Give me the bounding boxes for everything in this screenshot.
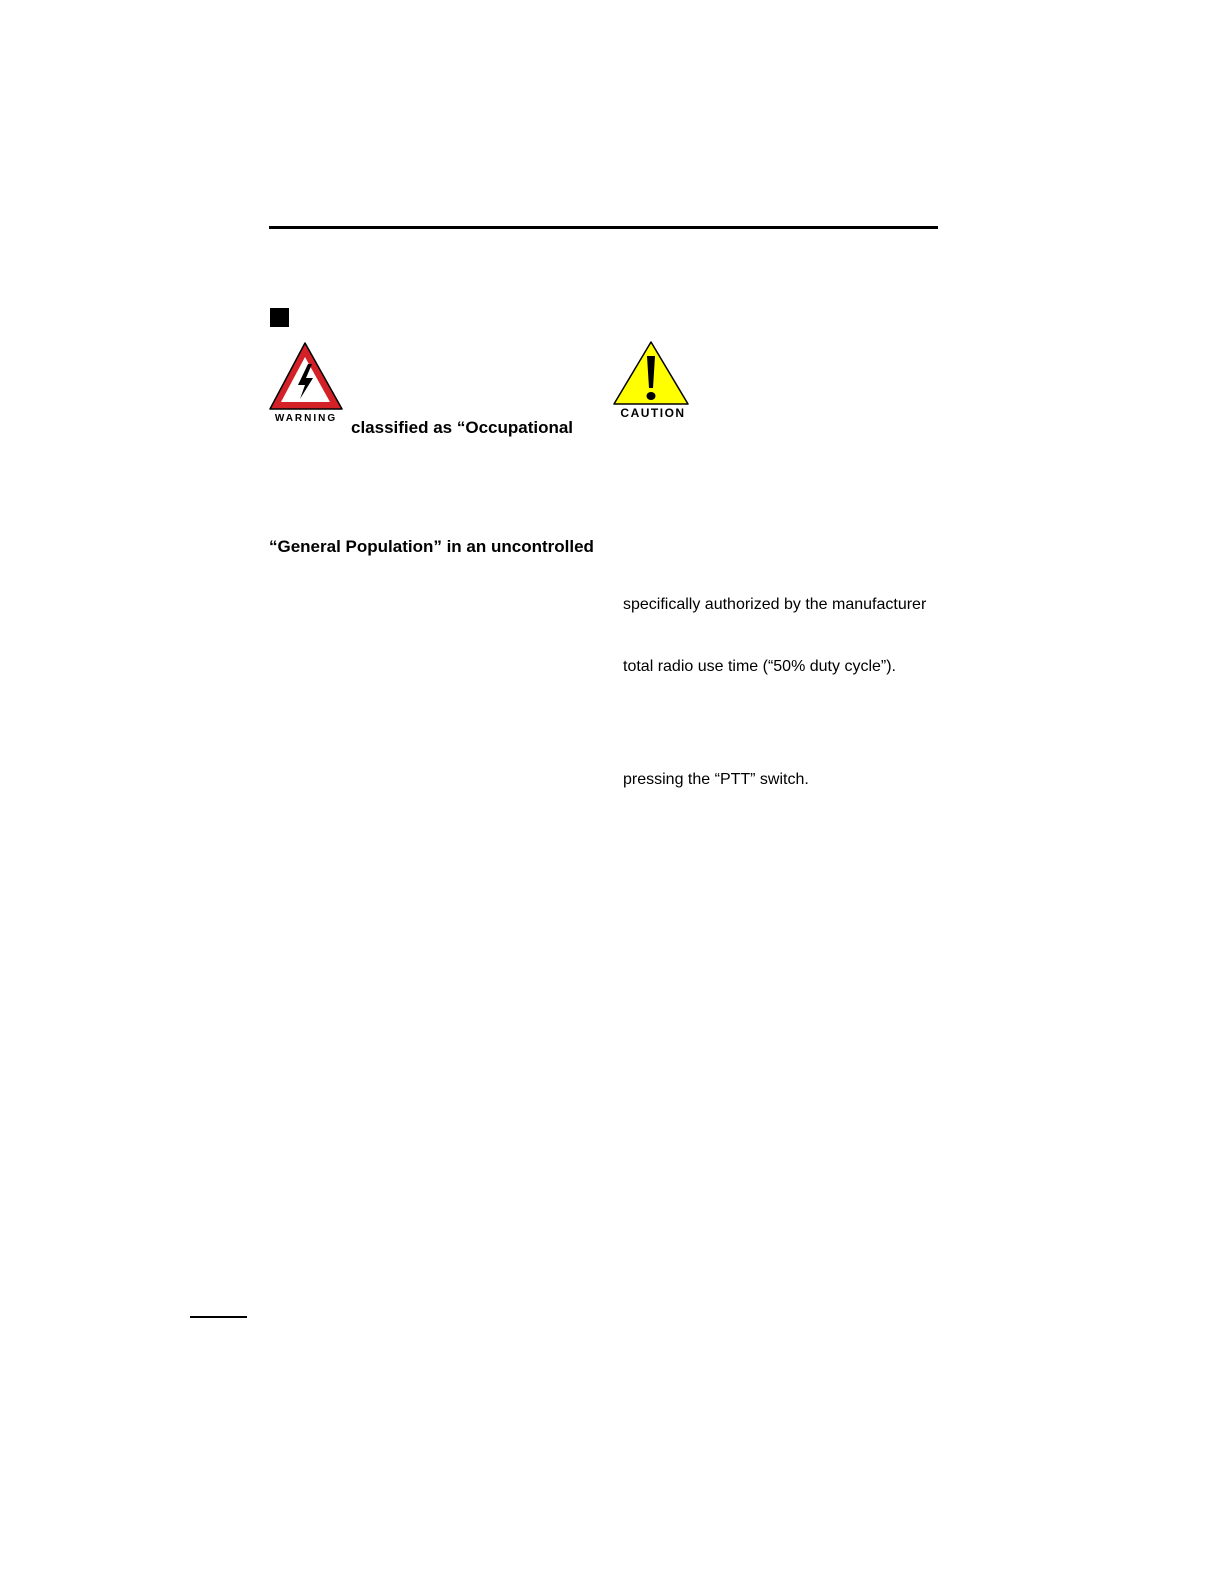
- warning-high-voltage-icon: [268, 340, 346, 424]
- caution-triangle-graphic: [612, 340, 692, 420]
- general-population-text: “General Population” in an uncontrolled: [269, 537, 594, 556]
- section-bullet-square: [270, 308, 289, 327]
- caution-caption: CAUTION: [620, 406, 686, 420]
- warning-caption: WARNING: [274, 413, 338, 424]
- ptt-text: pressing the “PTT” switch.: [623, 771, 809, 788]
- caution-exclamation-icon: [612, 340, 692, 420]
- warning-triangle-graphic: [268, 340, 346, 424]
- duty-cycle-text: total radio use time (“50% duty cycle”).: [623, 658, 896, 675]
- header-rule: [269, 226, 938, 229]
- footer-rule: [190, 1316, 247, 1318]
- authorized-text: specifically authorized by the manufacturer: [623, 596, 927, 613]
- occupational-text: classified as “Occupational: [351, 418, 574, 437]
